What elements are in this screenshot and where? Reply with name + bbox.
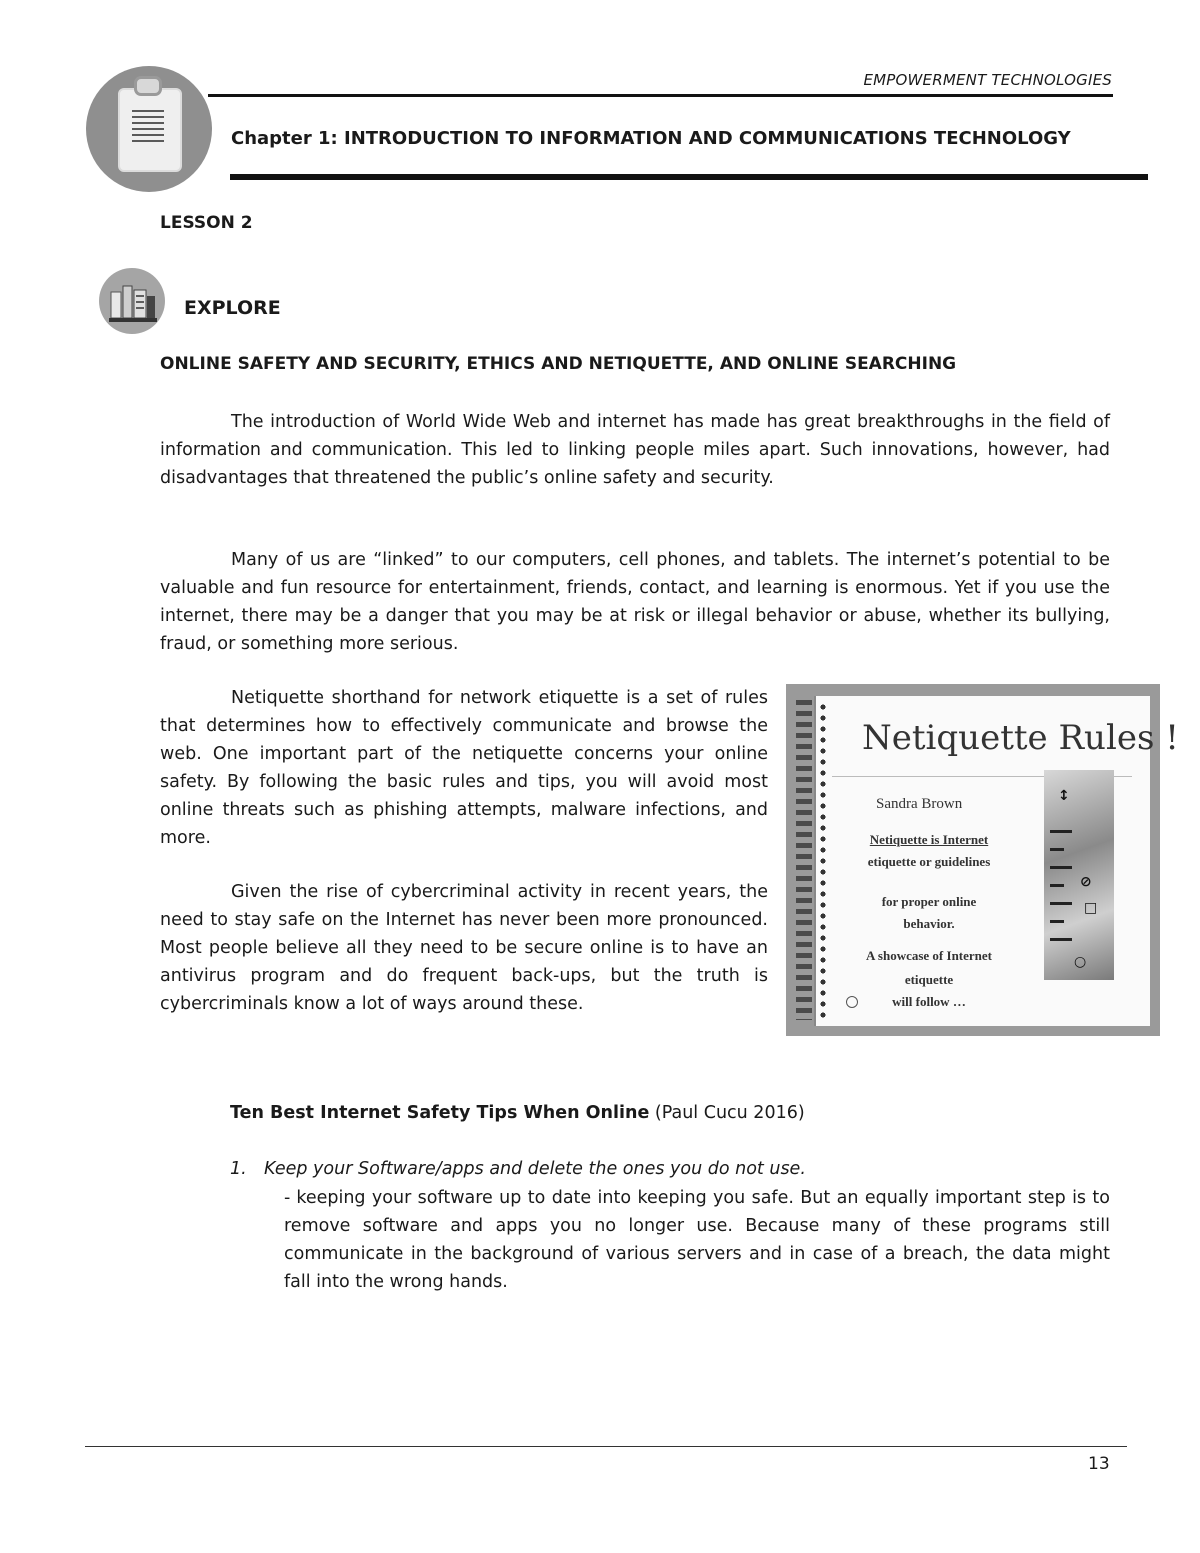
header-bottom-rule	[230, 174, 1148, 180]
explore-heading: EXPLORE	[184, 297, 281, 319]
notebook-title: Netiquette Rules !	[862, 718, 1179, 758]
notebook-page	[814, 696, 1179, 1026]
paragraph-cybercrime: Given the rise of cybercriminal activity in recent years, the need to stay safe on the Internet has never been more pronounced. Most people believe all they need to be secure online is to have an antivirus program and do frequent back-ups, but the truth is cybercriminals know a lot of ways around these.	[160, 882, 768, 1014]
tips-citation: (Paul Cucu 2016)	[654, 1103, 805, 1123]
tip-title: Keep your Software/apps and delete the ones you do not use.	[264, 1159, 806, 1179]
notebook-line-4: behavior.	[903, 916, 955, 931]
notebook-line-5: A showcase of Internet	[865, 948, 992, 963]
header-top-rule	[208, 94, 1113, 97]
netiquette-notebook-image	[786, 684, 1179, 1036]
subject-header: EMPOWERMENT TECHNOLOGIES	[863, 71, 1112, 89]
lesson-label: LESSON 2	[160, 213, 253, 233]
ruler-collage-art: ↕ ⊘ □ ○	[1044, 770, 1114, 980]
notebook-line-7: will follow …	[892, 994, 966, 1009]
notebook-line-2: etiquette or guidelines	[867, 854, 991, 869]
page-number: 13	[1088, 1454, 1110, 1474]
notebook-line-6: etiquette	[904, 972, 954, 987]
tip-number: 1.	[230, 1159, 247, 1179]
section-title: ONLINE SAFETY AND SECURITY, ETHICS AND NETIQUETTE, AND ONLINE SEARCHING	[160, 354, 957, 374]
paragraph-linked: Many of us are “linked” to our computers, cell phones, and tablets. The internet’s potential to be valuable and fun resource for entertainment, friends, contact, and learning is enormous. Yet if you use the internet, there may be a danger that you may be at risk or illegal behavior or abuse, whether its bullying, fraud, or something more serious.	[160, 550, 1110, 654]
paragraph-netiquette: Netiquette shorthand for network etiquette is a set of rules that determines how to effectively communicate and browse the web. One important part of the netiquette concerns your online safety. By following the basic rules and tips, you will avoid most online threats such as phishing attempts, malware infections, and more.	[160, 688, 768, 848]
tip-dash: -	[284, 1188, 291, 1208]
notebook-line-3: for proper online	[881, 894, 977, 909]
tips-heading	[230, 1103, 805, 1123]
binding-holes	[820, 704, 826, 1018]
spiral-binding	[796, 700, 812, 1020]
paragraph-intro: The introduction of World Wide Web and internet has made has great breakthroughs in the field of information and communication. This led to linking people miles apart. Such innovations, however, had disadvantages that threatened the public’s online safety and security.	[160, 412, 1110, 488]
tip-body-text: keeping your software up to date into keeping you safe. But an equally important step is to remove software and apps you no longer use. Because many of these programs still communicate in the background of various servers and in case of a breach, the data might fall into the wrong hands.	[284, 1188, 1110, 1292]
books-icon	[99, 268, 165, 334]
clipboard-icon	[86, 66, 212, 192]
footer-rule	[85, 1446, 1127, 1447]
tip-body	[284, 1184, 1110, 1296]
notebook-author: Sandra Brown	[876, 796, 963, 812]
tips-heading-title: Ten Best Internet Safety Tips When Online	[230, 1103, 650, 1123]
notebook-line-1: Netiquette is Internet	[869, 832, 989, 847]
chapter-title: Chapter 1: INTRODUCTION TO INFORMATION AND COMMUNICATIONS TECHNOLOGY	[231, 128, 1071, 149]
